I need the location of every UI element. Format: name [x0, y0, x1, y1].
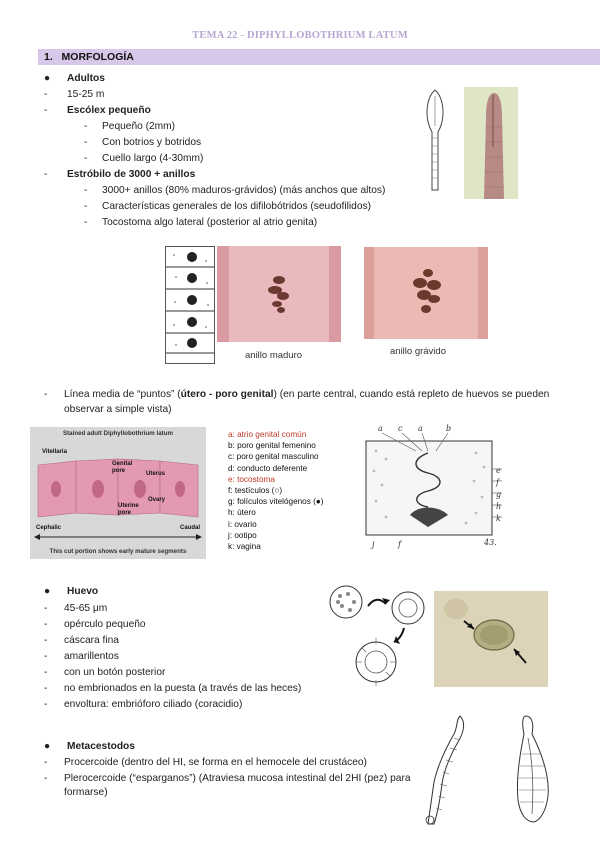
huevo-item: amarillentos [64, 651, 119, 662]
legend [228, 429, 324, 552]
dash: - [84, 153, 88, 164]
metacestodos-item: formarse) [64, 787, 108, 798]
dash: - [84, 137, 88, 148]
dash: - [44, 389, 48, 400]
plerocercoid-drawing-icon [500, 714, 558, 824]
estrobilo-item: 3000+ anillos (80% maduros-grávidos) (más anchos que altos) [102, 185, 386, 196]
bullet-icon: ● [44, 586, 51, 597]
diagram-letter: c [398, 424, 403, 433]
label-uterus: Uterus [146, 471, 166, 477]
bullet-icon: ● [44, 741, 51, 752]
diagram-letter: f [398, 540, 401, 549]
section-heading [44, 51, 134, 63]
metacestodos-item: Plerocercoide (“esparganos”) (Atraviesa mucosa intestinal del 2HI (pez) para [64, 773, 411, 784]
section-number: 1. [44, 51, 53, 63]
dash: - [44, 683, 48, 694]
legend-item: a: atrio genital común [228, 430, 307, 439]
legend-item: k: vagina [228, 542, 261, 552]
section-label: MORFOLOGÍA [61, 51, 134, 63]
huevo-item: no embrionados en la puesta (a través de las heces) [64, 683, 302, 694]
dash: - [44, 651, 48, 662]
dash: - [44, 619, 48, 630]
dash: - [44, 603, 48, 614]
huevo-item: cáscara fina [64, 635, 119, 646]
caption-gravido: anillo grávido [390, 346, 446, 357]
diagram-letter: e [496, 466, 501, 475]
scolex-drawing-icon [418, 86, 452, 194]
dash: - [84, 185, 88, 196]
bullet-icon: ● [44, 73, 51, 84]
legend-item: j: ootipo [228, 530, 257, 540]
diagram-letter: a [378, 424, 383, 433]
estrobilo-item: Tocostoma algo lateral (posterior al atrio genita) [102, 217, 318, 228]
direction-arrow-icon [34, 533, 202, 541]
dash: - [44, 667, 48, 678]
stained-adult-figure [30, 427, 206, 559]
caption-maduro: anillo maduro [245, 350, 303, 361]
legend-item: e: tocostoma [228, 474, 275, 484]
dash: - [44, 89, 48, 100]
dash: - [44, 757, 48, 768]
diagram-letter: a [418, 424, 423, 433]
anillo-maduro-photo [217, 246, 341, 342]
label-cephalic: Cephalic [36, 525, 62, 531]
huevo-item: con un botón posterior [64, 667, 166, 678]
egg-photo [434, 591, 548, 687]
label-ovary: Ovary [148, 497, 166, 503]
huevo-item: opérculo pequeño [64, 619, 146, 630]
dash: - [44, 699, 48, 710]
legend-item: f: testículos (○) [228, 486, 283, 496]
huevo-item: envoltura: embrióforo ciliado (coracidio) [64, 699, 243, 710]
dash: - [44, 105, 48, 116]
dash: - [44, 635, 48, 646]
dash: - [84, 201, 88, 212]
legend-item: h: útero [228, 508, 256, 518]
diagram-letter: 43. [484, 538, 497, 547]
dash: - [84, 217, 88, 228]
linea-media-bold: útero - poro genital [180, 389, 274, 400]
stained-footer: This cut portion shows early mature segments [49, 548, 187, 555]
legend-item: c: poro genital masculino [228, 452, 319, 462]
label-uterine-pore: Uterine pore [118, 503, 139, 516]
dash: - [44, 773, 48, 784]
diagram-letter: h [496, 502, 502, 511]
dash: - [84, 121, 88, 132]
proglottid-diagram [356, 419, 506, 555]
dash: - [44, 169, 48, 180]
legend-item: i: ovario [228, 519, 257, 529]
metacestodos-item: Procercoide (dentro del HI, se forma en el hemocele del crustáceo) [64, 757, 367, 768]
diagram-letter: j [372, 540, 375, 549]
estrobilo-heading: Estróbilo de 3000 + anillos [67, 169, 196, 180]
linea-media-text [64, 389, 564, 400]
diagram-letter: b [446, 424, 452, 433]
huevo-item: 45-65 μm [64, 603, 108, 614]
escolex-item: Pequeño (2mm) [102, 121, 176, 132]
legend-item: b: poro genital femenino [228, 441, 316, 451]
escolex-item: Con botrios y botridos [102, 137, 202, 148]
escolex-item: Cuello largo (4-30mm) [102, 153, 204, 164]
label-genital-pore: Genital pore [112, 461, 133, 474]
procercoid-drawing-icon [420, 712, 476, 830]
linea-media-pre: Línea media de “puntos” ( [64, 389, 181, 400]
huevo-heading: Huevo [67, 586, 99, 597]
anillo-gravido-photo [364, 247, 488, 339]
legend-item: g: folículos vitelógenos (●) [228, 497, 324, 507]
stained-title: Stained adult Diphyllobothrium latum [62, 430, 173, 437]
adultos-heading: Adultos [67, 73, 105, 84]
label-vitellaria: Vitellaria [42, 449, 67, 455]
label-caudal: Caudal [180, 525, 201, 531]
page-title: TEMA 22 - DIPHYLLOBOTHRIUM LATUM [192, 30, 408, 41]
metacestodos-heading: Metacestodos [67, 741, 135, 752]
egg-drawings-icon [328, 584, 432, 688]
diagram-letter: f [496, 478, 499, 487]
estrobilo-item: Características generales de los difilobótridos (seudofilidos) [102, 201, 371, 212]
diagram-letter: g [496, 490, 502, 499]
adultos-size: 15-25 m [67, 89, 105, 100]
legend-item: d: conducto deferente [228, 463, 308, 473]
linea-media-post: ) (en parte central, cuando está repleto de huevos se pueden [273, 389, 550, 400]
linea-media-line2: observar a simple vista) [64, 404, 172, 415]
diagram-letter: k [496, 514, 501, 523]
proglottid-drawing [165, 246, 215, 364]
escolex-heading: Escólex pequeño [67, 105, 151, 116]
scolex-photo [464, 87, 518, 199]
